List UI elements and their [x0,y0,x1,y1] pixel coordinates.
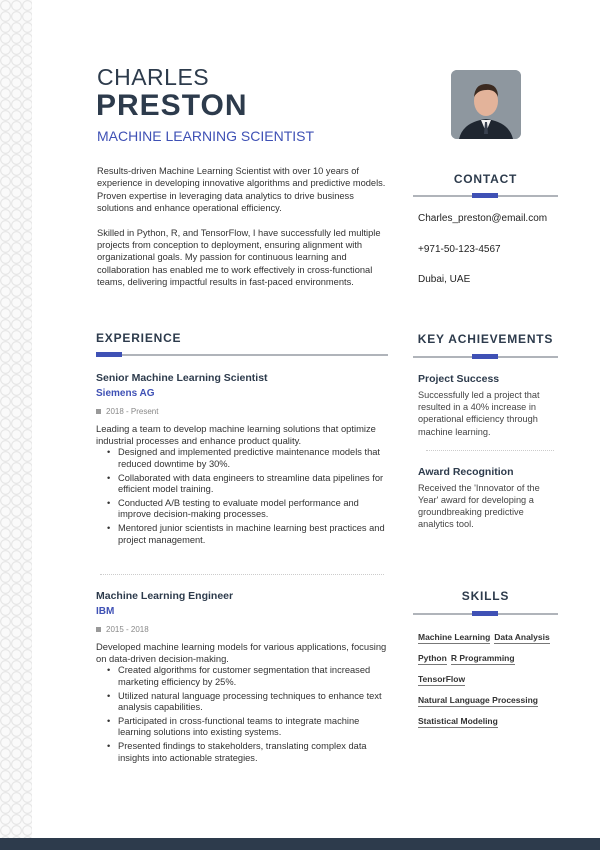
job-bullet: • Utilized natural language processing techniques to enhance text analysis capabilities. [107,691,391,714]
skill-tag: Statistical Modeling [418,716,498,726]
achievement-item [418,373,553,438]
contact-heading: CONTACT [453,172,518,186]
skills-list [418,632,558,737]
skill-tag: Python [418,653,447,663]
job-bullet: • Created algorithms for customer segmentation that increased marketing efficiency by 25%. [107,665,391,688]
achievement-title: Award Recognition [418,465,514,478]
section-divider [413,613,558,615]
achievements-list [418,373,553,531]
achievement-title: Project Success [418,373,500,385]
section-divider [96,354,388,356]
job-dates-text: 2018 - Present [106,407,159,416]
last-name: PRESTON [96,89,248,122]
calendar-icon [96,409,101,414]
job-bullet: • Participated in cross-functional teams to integrate machine learning solutions into existing systems. [107,716,391,739]
job-description: Leading a team to develop machine learning solutions that optimize industrial processes and enhance product quality. [96,423,376,447]
divider [100,574,384,575]
summary-paragraph: Skilled in Python, R, and TensorFlow, I have successfully led multiple projects from conception to deployment, ensuring alignment with organizational goals. My passion for continuous learning and collaboration has enabled me to work effectively in cross-functional teams, delivering impactful results in fast-paced environments. [97,227,381,288]
achievements-heading: KEY ACHIEVEMENTS [417,332,554,346]
skill-tag: R Programming [450,653,515,663]
job-role: Machine Learning Engineer [96,590,234,602]
job-bullet: • Collaborated with data engineers to streamline data pipelines for efficient model training. [107,473,391,496]
job-description: Developed machine learning models for various applications, focusing on data-driven decision-making. [96,641,387,665]
experience-item [96,590,391,766]
job-company: IBM [96,606,115,617]
skill-tag: Natural Language Processing [418,695,538,705]
job-bullet: • Conducted A/B testing to evaluate model performance and improve decision-making processes. [107,498,391,521]
job-role: Senior Machine Learning Scientist [96,372,268,384]
contact-phone[interactable]: +971-50-123-4567 [418,244,501,255]
contact-location: Dubai, UAE [418,274,471,285]
job-bullet: • Presented findings to stakeholders, translating complex data insights into actionable strategies. [107,741,391,764]
section-divider [413,356,558,358]
experience-item [96,372,391,548]
job-bullets [107,665,391,764]
divider [426,450,554,451]
contact-email[interactable]: Charles_preston@email.com [418,213,548,224]
job-title: MACHINE LEARNING SCIENTIST [97,128,315,144]
footer-bar [0,838,600,850]
summary [97,165,392,301]
experience-heading: EXPERIENCE [96,331,182,345]
achievement-item [418,466,553,531]
achievement-desc: Received the 'Innovator of the Year' award for developing a groundbreaking predictive analytics tool. [418,482,540,530]
job-dates [96,625,391,634]
job-dates [96,407,391,416]
section-divider [413,195,558,197]
job-bullet: • Mentored junior scientists in machine learning best practices and project management. [107,523,391,546]
job-dates-text: 2015 - 2018 [106,625,149,634]
first-name: CHARLES [97,64,210,90]
skill-tag: Machine Learning [418,632,491,642]
job-bullet: • Designed and implemented predictive maintenance models that reduced downtime by 30%. [107,447,391,470]
calendar-icon [96,627,101,632]
skills-heading: SKILLS [461,589,510,603]
job-company: Siemens AG [96,388,155,399]
decorative-pattern-strip [0,0,32,850]
job-bullets [107,447,391,546]
profile-photo [451,70,521,139]
skill-tag: TensorFlow [418,674,466,684]
skill-tag: Data Analysis [494,632,550,642]
achievement-desc: Successfully led a project that resulted in a 40% increase in operational efficiency through machine learning. [418,390,540,437]
summary-paragraph: Results-driven Machine Learning Scientist with over 10 years of experience in developing innovative algorithms and predictive models. Proven expertise in leveraging data analytics to drive business solutions and enhance operational efficiency. [97,166,386,214]
